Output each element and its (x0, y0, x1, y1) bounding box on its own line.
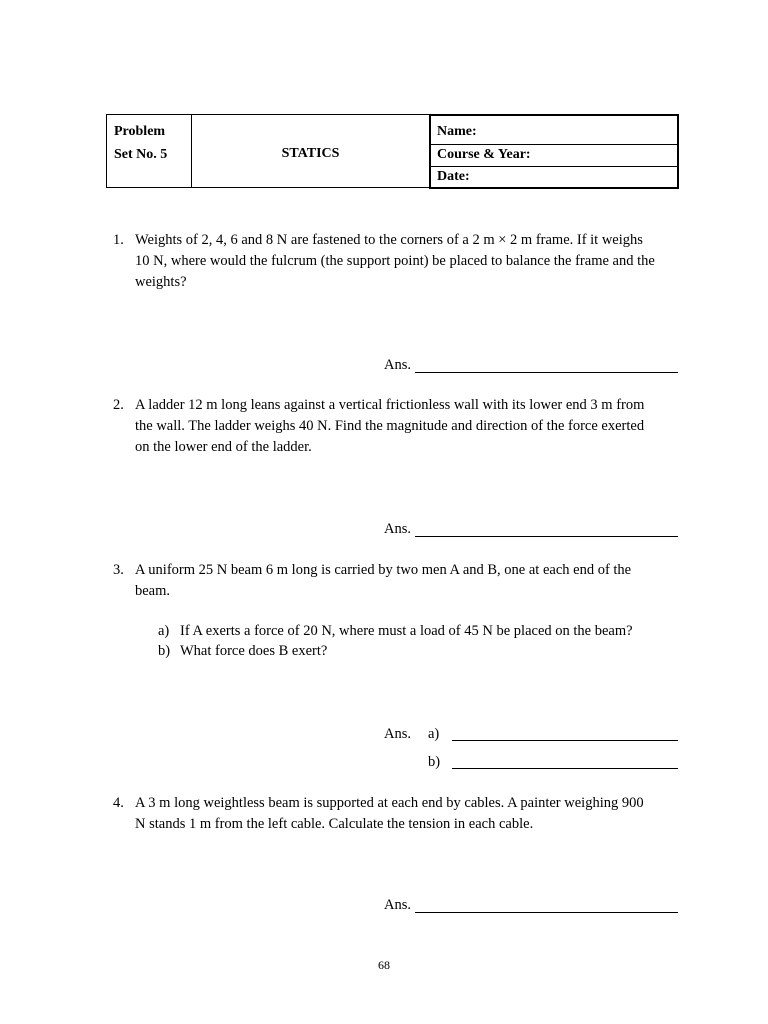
problem-1-line-3: weights? (135, 274, 187, 290)
problem-set-label-line1: Problem (114, 124, 166, 139)
problem-3-answer-b-blank[interactable] (452, 768, 678, 769)
name-field-label: Name: (437, 124, 477, 139)
problem-2-line-2: the wall. The ladder weighs 40 N. Find the magnitude and direction of the force exerted (135, 418, 645, 434)
problem-4-ans-label: Ans. (384, 897, 411, 913)
course-year-field-label: Course & Year: (437, 147, 531, 162)
problem-2-line-1: A ladder 12 m long leans against a vertical frictionless wall with its lower end 3 m from (135, 397, 645, 413)
problem-2-answer-blank[interactable] (415, 536, 678, 537)
problem-3-ans-part-a-label: a) (428, 726, 440, 742)
problem-2-line-3: on the lower end of the ladder. (135, 439, 312, 455)
subject-title: STATICS (281, 146, 340, 161)
problem-3-ans-part-b-label: b) (428, 754, 441, 770)
page-number: 68 (378, 958, 390, 972)
problem-3-subpart-b-text: What force does B exert? (180, 643, 328, 659)
header-problem-set-cell (106, 114, 192, 188)
course-year-field-divider (431, 166, 677, 167)
problem-1-ans-label: Ans. (384, 357, 411, 373)
problem-2-ans-label: Ans. (384, 521, 411, 537)
problem-3-subpart-a-text: If A exerts a force of 20 N, where must a load of 45 N be placed on the beam? (180, 623, 633, 639)
date-field-label: Date: (437, 169, 470, 184)
header-subject-cell (191, 114, 430, 188)
problem-4-answer-blank[interactable] (415, 912, 678, 913)
problem-4-line-2: N stands 1 m from the left cable. Calculate the tension in each cable. (135, 816, 534, 832)
problem-3-number: 3. (113, 562, 124, 578)
problem-1-answer-blank[interactable] (415, 372, 678, 373)
problem-3-line-2: beam. (135, 583, 171, 599)
problem-set-label-line2: Set No. 5 (114, 147, 168, 162)
name-field-divider (431, 144, 677, 145)
problem-4-line-1: A 3 m long weightless beam is supported at each end by cables. A painter weighing 900 (135, 795, 644, 811)
problem-3-answer-a-blank[interactable] (452, 740, 678, 741)
problem-3-subpart-a-label: a) (158, 623, 170, 639)
problem-1-number: 1. (113, 232, 124, 248)
problem-4-number: 4. (113, 795, 124, 811)
problem-3-line-1: A uniform 25 N beam 6 m long is carried by two men A and B, one at each end of the (135, 562, 632, 578)
problem-1-line-1: Weights of 2, 4, 6 and 8 N are fastened to the corners of a 2 m × 2 m frame. If it weighs (135, 232, 643, 248)
problem-1-line-2: 10 N, where would the fulcrum (the support point) be placed to balance the frame and the (135, 253, 655, 269)
problem-2-number: 2. (113, 397, 124, 413)
problem-3-subpart-b-label: b) (158, 643, 171, 659)
header-student-info-cell (429, 114, 679, 189)
problem-3-ans-label: Ans. (384, 726, 411, 742)
